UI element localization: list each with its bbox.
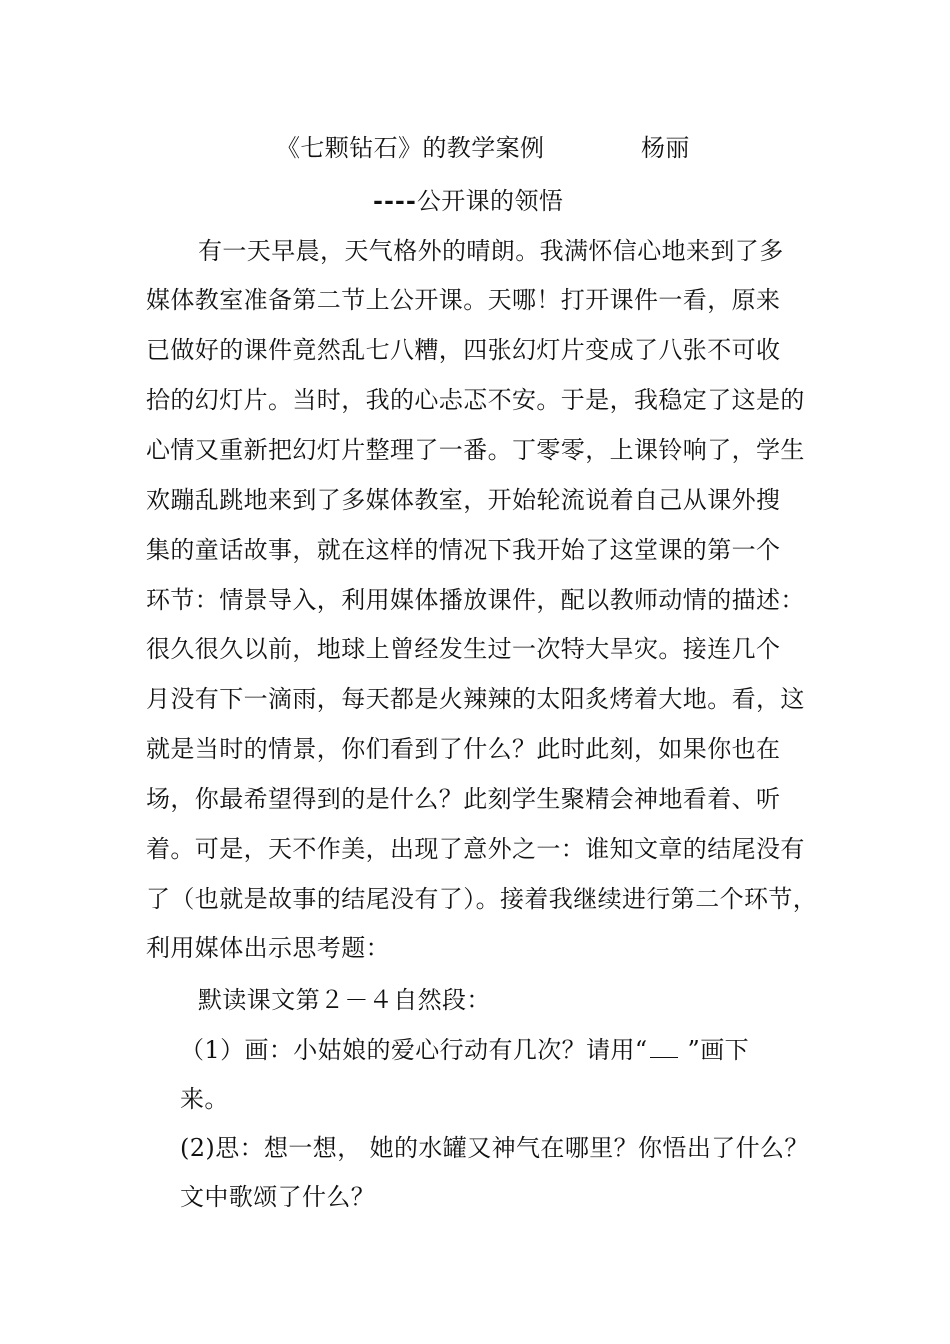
body-line-1: 有一天早晨，天气格外的晴朗。我满怀信心地来到了多 [198, 237, 784, 265]
underline-blank [650, 1039, 678, 1058]
body-line-2: 媒体教室准备第二节上公开课。天哪！打开课件一看，原来 [146, 286, 781, 314]
body-line-5: 心情又重新把幻灯片整理了一番。丁零零，上课铃响了，学生 [146, 436, 805, 464]
question-1-continued: 来。 [180, 1085, 229, 1113]
subtitle-dashes: ---- [373, 186, 417, 215]
body-line-8: 环节：情景导入，利用媒体播放课件，配以教师动情的描述： [146, 586, 805, 614]
body-line-12: 场，你最希望得到的是什么？此刻学生聚精会神地看着、听 [146, 785, 781, 813]
question-1-tail: ”画下 [687, 1036, 750, 1064]
question-2-line-2: 文中歌颂了什么？ [180, 1183, 376, 1211]
document-subtitle [373, 186, 563, 216]
question-2-line-1: (2)思：想一想， 她的水罐又神气在哪里？你悟出了什么？ [180, 1134, 809, 1162]
body-line-15: 利用媒体出示思考题： [146, 934, 390, 962]
body-line-10: 月没有下一滴雨，每天都是火辣辣的太阳炙烤着大地。看，这 [146, 685, 805, 713]
question-1 [180, 1035, 749, 1065]
author-name: 杨丽 [641, 134, 690, 162]
body-line-14: 了（也就是故事的结尾没有了）。接着我继续进行第二个环节， [146, 885, 818, 913]
question-1-text: （1）画：小姑娘的爱心行动有几次？请用“ [180, 1036, 648, 1064]
body-line-13: 着。可是，天不作美，出现了意外之一：谁知文章的结尾没有 [146, 835, 805, 863]
body-line-3: 已做好的课件竟然乱七八糟，四张幻灯片变成了八张不可收 [146, 336, 781, 364]
body-line-7: 集的童话故事，就在这样的情况下我开始了这堂课的第一个 [146, 536, 781, 564]
body-line-11: 就是当时的情景，你们看到了什么？此时此刻，如果你也在 [146, 735, 781, 763]
body-line-6: 欢蹦乱跳地来到了多媒体教室，开始轮流说着自己从课外搜 [146, 486, 781, 514]
document-title: 《七颗钻石》的教学案例 [276, 134, 545, 162]
body-line-9: 很久很久以前，地球上曾经发生过一次特大旱灾。接连几个 [146, 635, 781, 663]
body-line-4: 拾的幻灯片。当时，我的心忐忑不安。于是，我稳定了这是的 [146, 386, 805, 414]
subtitle-text: 公开课的领悟 [416, 187, 564, 215]
task-intro: 默读课文第２－４自然段： [198, 986, 491, 1014]
